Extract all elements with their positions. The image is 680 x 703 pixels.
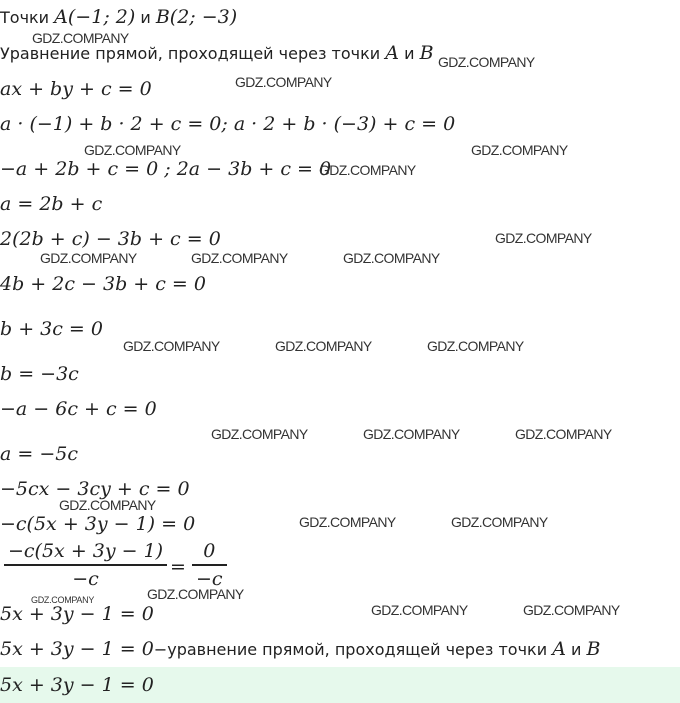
watermark: GDZ.COMPANY: [471, 142, 568, 158]
watermark: GDZ.COMPANY: [438, 54, 535, 70]
watermark: GDZ.COMPANY: [371, 602, 468, 618]
watermark: GDZ.COMPANY: [59, 497, 156, 513]
watermark: GDZ.COMPANY: [299, 514, 396, 530]
conclusion-line: [0, 638, 600, 660]
right-fraction-denominator: −c: [196, 567, 223, 590]
combine-terms: b + 3c = 0: [0, 318, 103, 340]
watermark: GDZ.COMPANY: [319, 162, 416, 178]
watermark: GDZ.COMPANY: [343, 250, 440, 266]
conclusion-point-a: A: [552, 638, 566, 660]
express-b: b = −3c: [0, 363, 79, 385]
watermark: GDZ.COMPANY: [40, 250, 137, 266]
factored-equation: −c(5x + 3y − 1) = 0: [0, 513, 196, 535]
general-line-equation: ax + by + c = 0: [0, 78, 152, 100]
watermark: GDZ.COMPANY: [275, 338, 372, 354]
substitution-equations: a · (−1) + b · 2 + c = 0; a · 2 + b · (−3) + c = 0: [0, 113, 456, 135]
watermark: GDZ.COMPANY: [211, 426, 308, 442]
substitute-b: −a − 6c + c = 0: [0, 398, 157, 420]
watermark: GDZ.COMPANY: [515, 426, 612, 442]
given-points-and: и: [135, 8, 156, 27]
task-statement-prefix: Уравнение прямой, проходящей через точки: [0, 44, 386, 63]
watermark: GDZ.COMPANY: [123, 338, 220, 354]
watermark: GDZ.COMPANY: [147, 586, 244, 602]
watermark: GDZ.COMPANY: [451, 514, 548, 530]
fraction-equals-sign: =: [170, 556, 186, 578]
right-fraction: [192, 540, 227, 590]
point-a-coords: A(−1; 2): [54, 6, 136, 28]
a-value: a = −5c: [0, 443, 78, 465]
final-answer: 5x + 3y − 1 = 0: [0, 674, 154, 696]
substituted-line-equation: −5cx − 3cy + c = 0: [0, 478, 190, 500]
watermark: GDZ.COMPANY: [363, 426, 460, 442]
expand-equation: 4b + 2c − 3b + c = 0: [0, 273, 206, 295]
watermark: GDZ.COMPANY: [495, 230, 592, 246]
result-equation: 5x + 3y − 1 = 0: [0, 603, 154, 625]
watermark: GDZ.COMPANY: [31, 595, 95, 605]
conclusion-equation: 5x + 3y − 1 = 0: [0, 638, 154, 660]
conclusion-text: −уравнение прямой, проходящей через точки: [153, 640, 553, 659]
left-fraction-numerator: −c(5x + 3y − 1): [8, 540, 164, 562]
conclusion-point-b: B: [586, 638, 601, 660]
task-statement-and: и: [399, 44, 420, 63]
watermark: GDZ.COMPANY: [523, 602, 620, 618]
watermark: GDZ.COMPANY: [427, 338, 524, 354]
given-points-line: [0, 6, 237, 28]
watermark: GDZ.COMPANY: [84, 142, 181, 158]
simplified-system: −a + 2b + c = 0 ; 2a − 3b + c = 0: [0, 158, 332, 180]
given-points-prefix: Точки: [0, 8, 55, 27]
watermark: GDZ.COMPANY: [235, 74, 332, 90]
left-fraction-denominator: −c: [72, 567, 99, 590]
watermark: GDZ.COMPANY: [191, 250, 288, 266]
right-fraction-numerator: 0: [203, 540, 216, 562]
task-point-b: B: [419, 42, 434, 64]
point-b-coords: B(2; −3): [155, 6, 238, 28]
watermark: GDZ.COMPANY: [32, 30, 129, 46]
task-point-a: A: [385, 42, 399, 64]
conclusion-and: и: [565, 640, 587, 659]
left-fraction: [4, 540, 167, 590]
express-a: a = 2b + c: [0, 193, 103, 215]
substitute-a: 2(2b + c) − 3b + c = 0: [0, 228, 221, 250]
